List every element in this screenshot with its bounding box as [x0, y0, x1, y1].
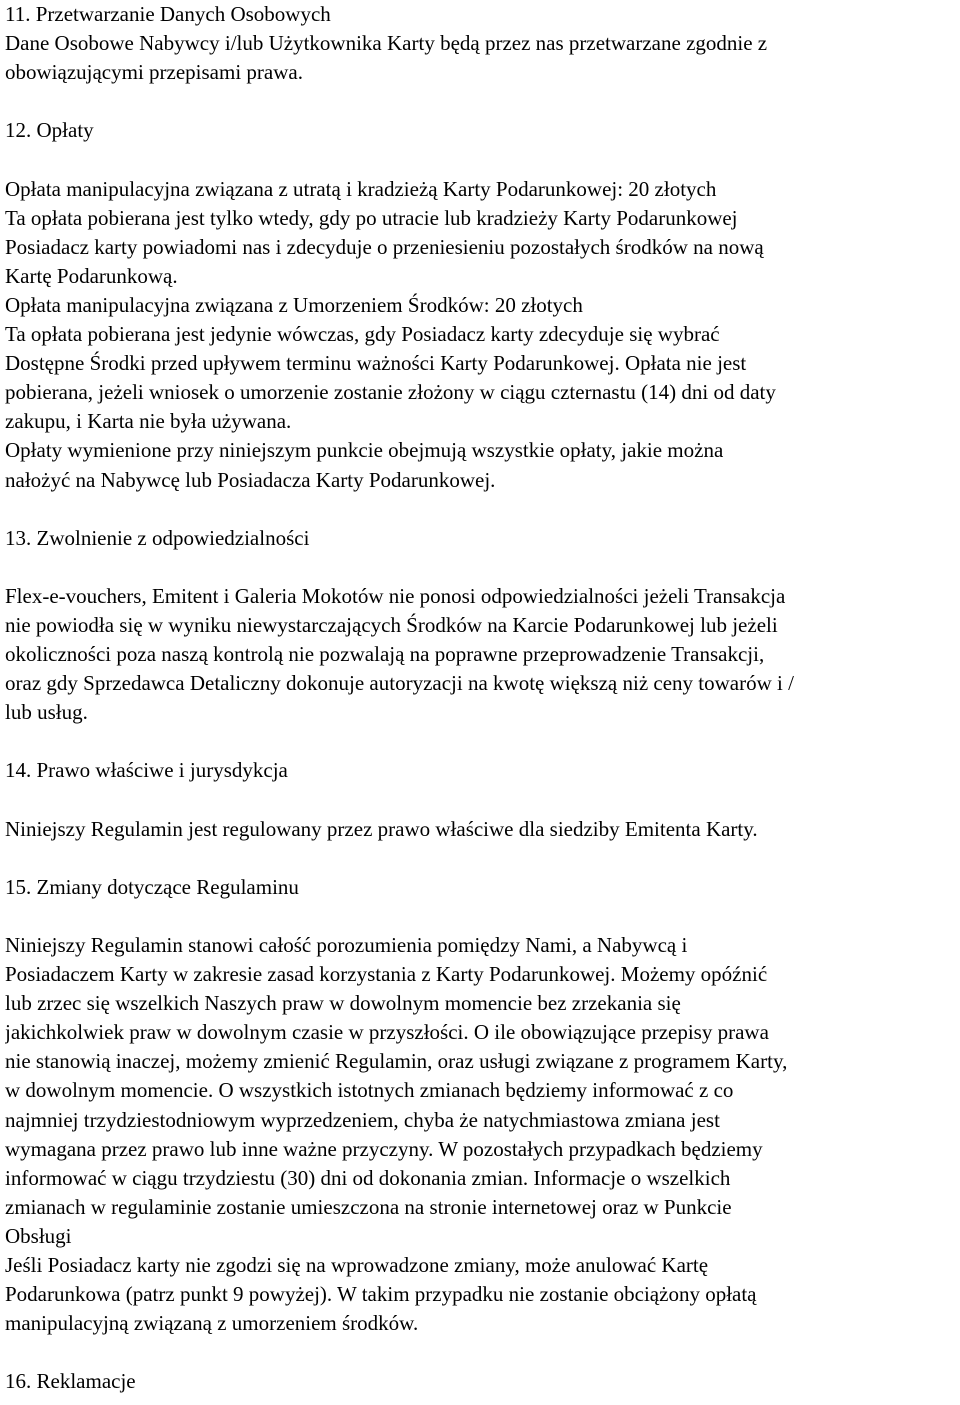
paragraph-gap [5, 495, 957, 524]
paragraph-gap [5, 902, 957, 931]
text-line: Flex-e-vouchers, Emitent i Galeria Mokotów nie ponosi odpowiedzialności jeżeli Transakcja [5, 583, 786, 608]
text-line: informować w ciągu trzydziestu (30) dni od dokonania zmian. Informacje o wszelkich [5, 1165, 731, 1190]
text-line: Niniejszy Regulamin stanowi całość porozumienia pomiędzy Nami, a Nabywcą i [5, 933, 688, 957]
text-line: oraz gdy Sprzedawca Detaliczny dokonuje autoryzacji na kwotę większą niż ceny towarów i / [5, 671, 794, 696]
text-line: Opłata manipulacyjna związana z utratą i kradzieżą Karty Podarunkowej: 20 złotych [5, 176, 717, 201]
section-13-heading: 13. Zwolnienie z odpowiedzialności [5, 525, 310, 550]
text-line: Ta opłata pobierana jest jedynie wówczas, gdy Posiadacz karty zdecyduje się wybrać [5, 322, 720, 347]
text-line: pobierana, jeżeli wniosek o umorzenie zostanie złożony w ciągu czternastu (14) dni od daty [5, 380, 776, 405]
text-line: w dowolnym momencie. O wszystkich istotnych zmianach będziemy informować z co [5, 1078, 734, 1103]
section-15-heading: 15. Zmiany dotyczące Regulaminu [5, 874, 299, 899]
text-line: Opłaty wymienione przy niniejszym punkcie obejmują wszystkie opłaty, jakie można [5, 438, 724, 463]
section-16 [5, 1367, 957, 1396]
section-14-heading: 14. Prawo właściwe i jurysdykcja [5, 758, 288, 783]
text-line: zmianach w regulaminie zostanie umieszczona na stronie internetowej oraz w Punkcie [5, 1194, 732, 1219]
text-line: Dane Osobowe Nabywcy i/lub Użytkownika Karty będą przez nas przetwarzane zgodnie z [5, 31, 768, 56]
document-page [5, 0, 957, 1397]
section-11 [5, 0, 957, 87]
paragraph-gap [5, 1338, 957, 1367]
paragraph-gap [5, 844, 957, 873]
text-line: jakichkolwiek praw w dowolnym czasie w przyszłości. O ile obowiązujące przepisy prawa [5, 1020, 769, 1045]
text-line: Kartę Podarunkową. [5, 263, 178, 288]
section-11-heading: 11. Przetwarzanie Danych Osobowych [5, 2, 331, 26]
text-line: Jeśli Posiadacz karty nie zgodzi się na wprowadzone zmiany, może anulować Kartę [5, 1253, 709, 1278]
section-12-heading: 12. Opłaty [5, 118, 94, 143]
paragraph-gap [5, 553, 957, 582]
section-13 [5, 524, 957, 728]
text-line: manipulacyjną związaną z umorzeniem środków. [5, 1311, 419, 1336]
text-line: Dostępne Środki przed upływem terminu ważności Karty Podarunkowej. Opłata nie jest [5, 351, 747, 376]
text-line: Podarunkowa (patrz punkt 9 powyżej). W takim przypadku nie zostanie obciążony opłatą [5, 1282, 757, 1307]
text-line: Niniejszy Regulamin jest regulowany przez prawo właściwe dla siedziby Emitenta Karty. [5, 816, 758, 841]
text-line: zakupu, i Karta nie była używana. [5, 409, 292, 434]
text-line: lub zrzec się wszelkich Naszych praw w dowolnym momencie bez zrzekania się [5, 991, 681, 1016]
text-line: najmniej trzydziestodniowym wyprzedzeniem, chyba że natychmiastowa zmiana jest [5, 1107, 720, 1132]
text-line: Posiadaczem Karty w zakresie zasad korzystania z Karty Podarunkowej. Możemy opóźnić [5, 962, 768, 987]
paragraph-gap [5, 786, 957, 815]
text-line: nie stanowią inaczej, możemy zmienić Regulamin, oraz usługi związane z programem Karty, [5, 1049, 788, 1074]
text-line: nałożyć na Nabywcę lub Posiadacza Karty Podarunkowej. [5, 467, 496, 492]
text-line: Ta opłata pobierana jest tylko wtedy, gdy po utracie lub kradzieży Karty Podarunkowej [5, 205, 738, 230]
text-line: Posiadacz karty powiadomi nas i zdecyduje o przeniesieniu pozostałych środków na nową [5, 234, 764, 259]
text-line: okoliczności poza naszą kontrolą nie pozwalają na poprawne przeprowadzenie Transakcji, [5, 642, 765, 667]
text-line: Obsługi [5, 1223, 72, 1248]
paragraph-gap [5, 87, 957, 116]
section-15 [5, 873, 957, 1339]
text-line: lub usług. [5, 700, 88, 725]
text-line: nie powiodła się w wyniku niewystarczających Środków na Karcie Podarunkowej lub jeżeli [5, 612, 778, 637]
paragraph-gap [5, 145, 957, 174]
section-14 [5, 756, 957, 843]
paragraph-gap [5, 727, 957, 756]
text-line: obowiązującymi przepisami prawa. [5, 60, 303, 85]
section-16-heading: 16. Reklamacje [5, 1369, 136, 1394]
text-line: wymagana przez prawo lub inne ważne przyczyny. W pozostałych przypadkach będziemy [5, 1136, 763, 1161]
section-12 [5, 116, 957, 494]
text-line: Opłata manipulacyjna związana z Umorzeniem Środków: 20 złotych [5, 292, 583, 317]
